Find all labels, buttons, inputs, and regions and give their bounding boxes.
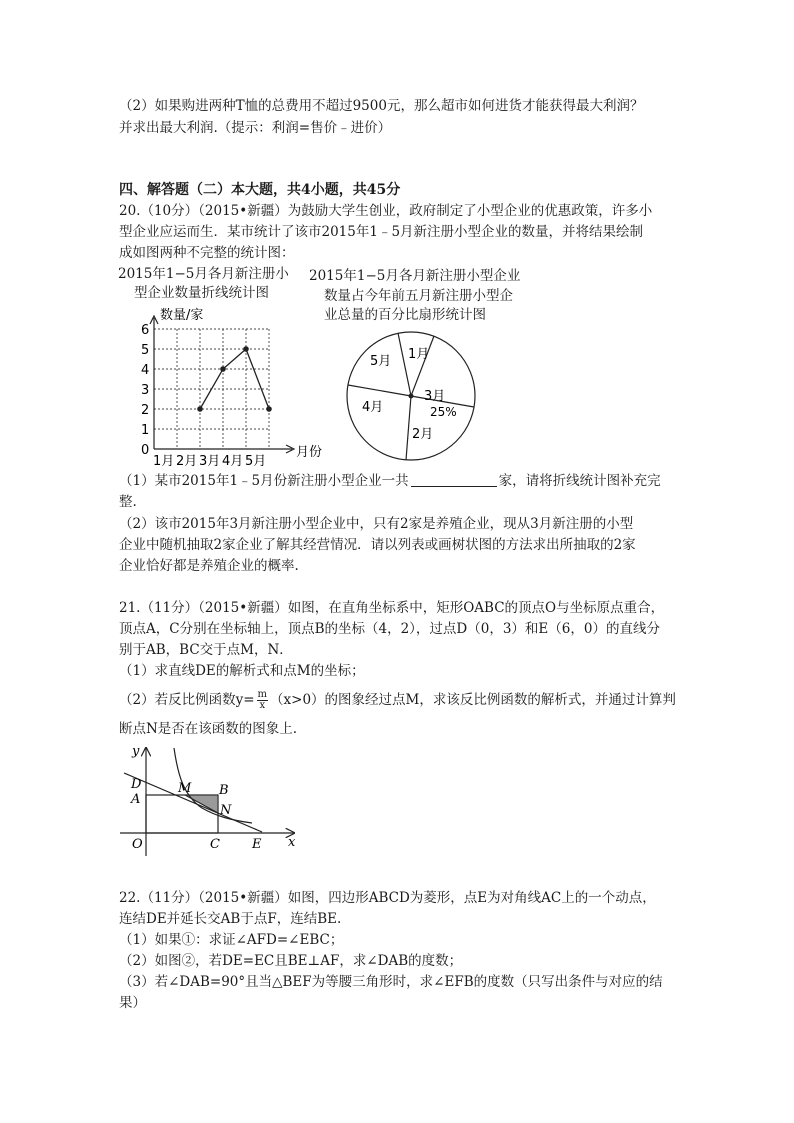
pie-chart-title-3: 业总量的百分比扇形统计图: [324, 307, 486, 323]
q21-intro-line1: 21.（11分）（2015•新疆）如图，在直角坐标系中，矩形OABC的顶点O与坐标原点重合，: [119, 600, 665, 616]
q20-part1-text-a: （1）某市2015年1﹣5月份新注册小型企业一共: [119, 473, 409, 489]
label-e: E: [252, 837, 262, 852]
q20-part2-line1: （2）该市2015年3月新注册小型企业中，只有2家是养殖企业，现从3月新注册的小型: [119, 516, 634, 532]
pie-slice-label: 1月: [408, 347, 430, 362]
q21-part2-text-b: （x>0）的图象经过点M，求该反比例函数的解析式，并通过计算判: [270, 692, 676, 708]
pie-slice-boundary: [411, 336, 434, 396]
pie-slice-boundary: [398, 333, 411, 396]
y-tick-label: 5: [141, 343, 150, 358]
data-point: [220, 366, 226, 372]
y-tick-label: 4: [141, 363, 150, 378]
coordinate-figure: [112, 742, 312, 860]
y-tick-label: 1: [141, 423, 150, 438]
pie-slice-label: 5月: [370, 354, 392, 369]
label-d: D: [131, 777, 142, 792]
line-de: [124, 773, 262, 832]
q20-intro-line1: 20.（10分）（2015•新疆）为鼓励大学生创业，政府制定了小型企业的优惠政策，许多小: [119, 203, 653, 219]
q21-part2-line2: 断点N是否在该函数的图象上.: [119, 721, 298, 737]
q21-part2-text-a: （2）若反比例函数y=: [119, 692, 255, 708]
pie-slice-boundary: [348, 385, 411, 396]
data-point: [197, 406, 203, 412]
x-tick-label: 3月: [199, 454, 221, 469]
q20-part2-line3: 企业恰好都是养殖企业的概率.: [119, 558, 299, 574]
label-b: B: [219, 783, 229, 798]
section-heading: 四、解答题（二）本大题，共4小题，共45分: [119, 182, 401, 198]
pie-slice-label: 4月: [362, 400, 384, 415]
line-chart-ylabel: 数量/家: [160, 308, 204, 323]
q20-intro-line2: 型企业应运而生．某市统计了该市2015年1﹣5月新注册小型企业的数量，并将结果绘制: [119, 224, 644, 240]
q22-part2: （2）如图②，若DE=EC且BE⊥AF，求∠DAB的度数；: [119, 953, 463, 969]
q22-intro-line1: 22.（11分）（2015•新疆）如图，四边形ABCD为菱形，点E为对角线AC上的一个动点，: [119, 890, 656, 906]
pie-chart: [340, 325, 480, 465]
label-x: x: [288, 835, 296, 850]
q20-part1-line2: 整.: [119, 494, 137, 510]
y-tick-label: 2: [141, 403, 150, 418]
q22-part3-line1: （3）若∠DAB=90°且当△BEF为等腰三角形时，求∠EFB的度数（只写出条件与对应的结: [119, 974, 663, 990]
label-a: A: [131, 792, 141, 807]
fraction-denominator: x: [259, 700, 266, 711]
label-o: O: [132, 837, 143, 852]
q20-part1-text-b: 家，请将折线统计图补充完: [498, 473, 661, 489]
shaded-region-mbn: [185, 795, 218, 813]
x-tick-label: 4月: [222, 454, 244, 469]
pie-slice-boundary: [406, 396, 411, 460]
pie-center-dot: [409, 394, 414, 399]
q22-part3-line2: 果）: [119, 995, 146, 1011]
fraction-m-over-x: [257, 690, 268, 711]
pie-chart-title-1: 2015年1−5月各月新注册小型企业: [309, 268, 521, 284]
q19-part2-line1: （2）如果购进两种T恤的总费用不超过9500元，那么超市如何进货才能获得最大利润？: [119, 98, 644, 114]
line-chart-axes: [150, 316, 294, 453]
line-chart: [110, 300, 330, 470]
label-m: M: [178, 781, 192, 796]
x-tick-label: 1月: [153, 454, 175, 469]
q21-part2-line1: [119, 686, 676, 714]
q22-part1: （1）如果①：求证∠AFD=∠EBC；: [119, 932, 344, 948]
label-y: y: [132, 744, 140, 759]
q20-intro-line3: 成如图两种不完整的统计图：: [119, 245, 295, 261]
label-n: N: [220, 803, 232, 818]
q20-part2-line2: 企业中随机抽取2家企业了解其经营情况．请以列表或画树状图的方法求出所抽取的2家: [119, 537, 636, 553]
y-tick-label: 0: [141, 443, 150, 458]
line-chart-title-1: 2015年1−5月各月新注册小: [118, 266, 289, 282]
pie-slice-percent: 25%: [430, 405, 457, 419]
q21-part1: （1）求直线DE的解析式和点M的坐标；: [119, 663, 365, 679]
answer-blank[interactable]: [411, 472, 497, 487]
q21-intro-line3: 别于AB，BC交于点M，N．: [119, 642, 293, 658]
q22-intro-line2: 连结DE并延长交AB于点F，连结BE.: [119, 911, 342, 927]
pie-slice-label: 3月: [424, 389, 446, 404]
data-point: [266, 406, 272, 412]
data-point: [243, 346, 249, 352]
series-line: [200, 349, 269, 409]
q20-part1-line1: [119, 471, 661, 491]
q21-intro-line2: 顶点A，C分别在坐标轴上，顶点B的坐标（4，2），过点D（0，3）和E（6，0）的直线分: [119, 621, 660, 637]
line-chart-xlabel: 月份: [296, 445, 323, 460]
y-tick-label: 3: [141, 383, 150, 398]
q19-part2-line2: 并求出最大利润.（提示：利润=售价﹣进价）: [119, 120, 392, 136]
y-tick-label: 6: [141, 323, 150, 338]
label-c: C: [210, 837, 220, 852]
fraction-numerator: m: [257, 689, 268, 700]
line-chart-title-2: 型企业数量折线统计图: [134, 285, 269, 301]
pie-slice-label: 2月: [412, 427, 434, 442]
pie-chart-title-2: 数量占今年前五月新注册小型企: [324, 288, 513, 304]
x-tick-label: 5月: [245, 454, 267, 469]
x-tick-label: 2月: [176, 454, 198, 469]
